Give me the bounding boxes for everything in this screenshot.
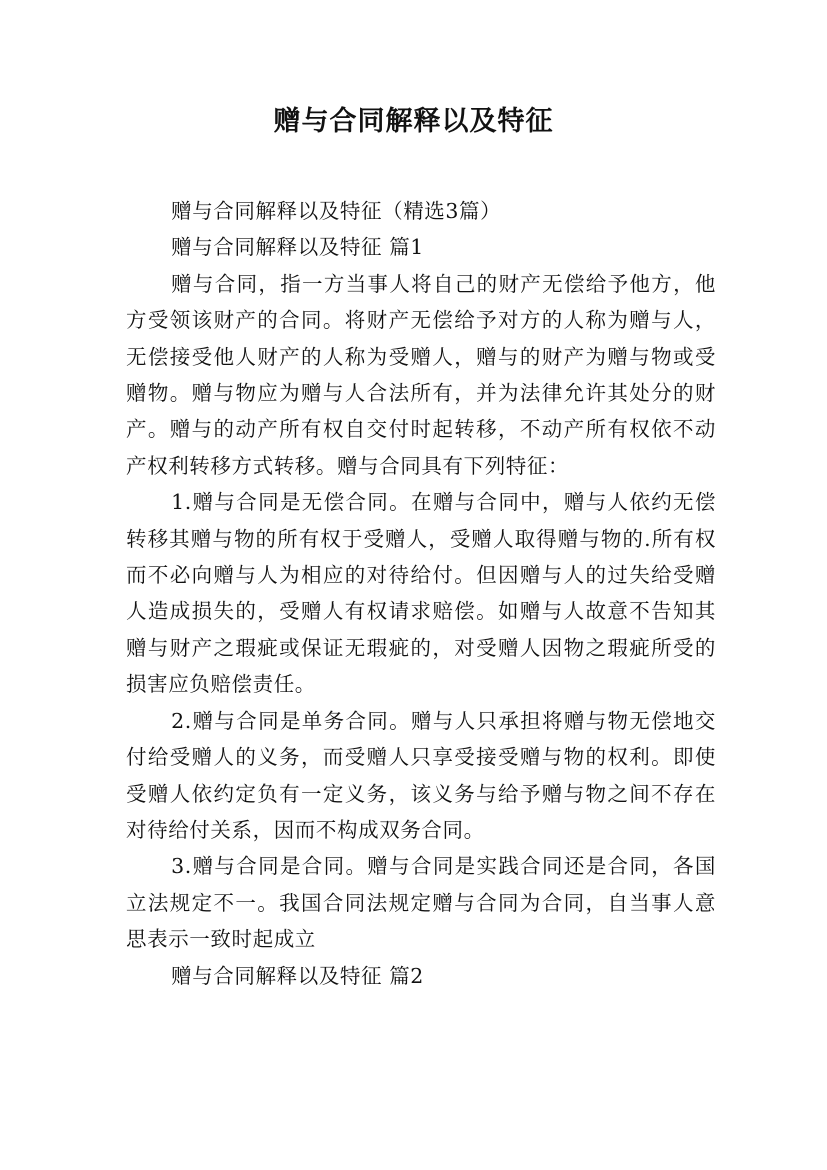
paragraph-definition: 赠与合同，指一方当事人将自己的财产无偿给予他方，他方受领该财产的合同。将财产无偿给予对方的人称为赠与人，无偿接受他人财产的人称为受赠人，赠与的财产为赠与物或受赠物。赠与物应为赠与人合法所有，并为法律允许其处分的财产。赠与的动产所有权自交付时起转移，不动产所有权依不动产权利转移方式转移。赠与合同具有下列特征： <box>126 271 716 478</box>
subtitle-line: 赠与合同解释以及特征（精选3篇） <box>171 199 502 223</box>
paragraph-feature-3: 3.赠与合同是合同。赠与合同是实践合同还是合同，各国立法规定不一。我国合同法规定赠与合同为合同，自当事人意思表示一致时起成立 <box>126 854 716 952</box>
paragraph-feature-1: 1.赠与合同是无偿合同。在赠与合同中，赠与人依约无偿转移其赠与物的所有权于受赠人，受赠人取得赠与物的.所有权而不必向赠与人为相应的对待给付。但因赠与人的过失给受赠人造成损失的，受赠人有权请求赔偿。如赠与人故意不告知其赠与财产之瑕疵或保证无瑕疵的，对受赠人因物之瑕疵所受的损害应负赔偿责任。 <box>126 490 716 697</box>
section-heading-2: 赠与合同解释以及特征 篇2 <box>171 963 424 988</box>
document-title: 赠与合同解释以及特征 <box>273 106 554 137</box>
document-body <box>126 193 716 994</box>
section-heading-1: 赠与合同解释以及特征 篇1 <box>171 235 424 260</box>
paragraph-feature-2: 2.赠与合同是单务合同。赠与人只承担将赠与物无偿地交付给受赠人的义务，而受赠人只享受接受赠与物的权利。即使受赠人依约定负有一定义务，该义务与给予赠与物之间不存在对待给付关系，因而不构成双务合同。 <box>126 708 716 842</box>
